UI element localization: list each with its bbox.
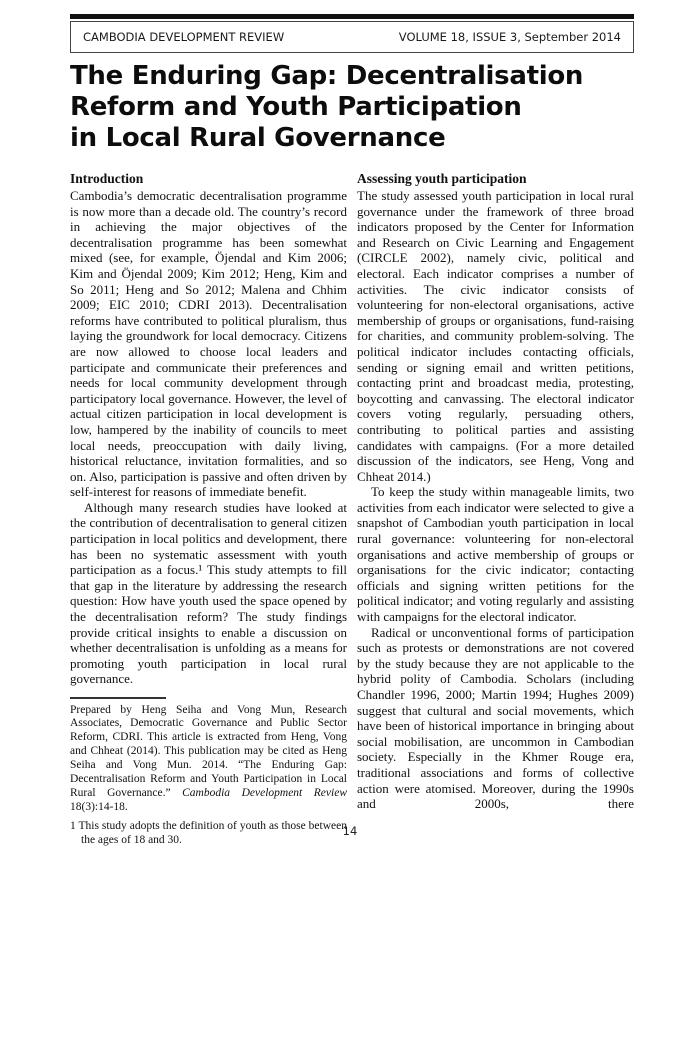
section-heading-assessing-youth-participation: Assessing youth participation (357, 171, 527, 186)
journal-issue: VOLUME 18, ISSUE 3, September 2014 (398, 30, 621, 44)
intro-paragraph-2: Although many research studies have looked at the contribution of decentralisation to general citizen participation in local politics and development, there has been no systematic assessment with youth participation as a focus.¹ This study attempts to fill that gap in the literature by addressing the research question: How have youth used the space opened by the decentralisation reform? The study findings provide critical insights to enable a discussion on whether decentralisation is unfolding as a means for promoting youth participation in local rural governance. (70, 499, 347, 687)
footnote-attribution (70, 704, 347, 815)
footnote-attribution-text: Prepared by Heng Seiha and Vong Mun, Research Associates, Democratic Governance and Public Sector Reform, CDRI. This article is extracted from Heng, Vong and Chheat (2014). This publication may be cited as Heng Seiha and Vong Mun. 2014. “The Enduring Gap: Decentralisation Reform and Youth Participation in Local Rural Governance.” (70, 703, 347, 799)
footnote-attribution-pages: 18(3):14-18. (70, 800, 128, 813)
page-number: 14 (342, 824, 358, 838)
journal-header-box (70, 21, 634, 53)
intro-paragraph-1: Cambodia’s democratic decentralisation programme is now more than a decade old. The country’s record in achieving the major objectives of the decentralisation programme has been somewhat mixed (see, for example, Öjendal and Kim 2006; Kim and Öjendal 2009; Kim 2012; Heng, Kim and So 2011; Heng and So 2012; Malena and Chhim 2009; EIC 2010; CDRI 2013). Decentralisation reforms have contributed to political pluralism, thus laying the groundwork for local democracy. Citizens are now allowed to choose local leaders and participate and communicate their preferences and needs for local community development through participatory local governance. However, the level of actual citizen participation in local development is low, hampered by the inability of councils to meet local needs, preoccupation with daily living, historical reluctance, invitation formalities, and so on. Also, participation is passive and often driven by self-interest for reasons of immediate benefit. (70, 188, 347, 500)
article-body (70, 171, 634, 848)
header-top-rule (70, 14, 634, 19)
right-column (357, 171, 634, 848)
footnote-journal-title-italic: Cambodia Development Review (182, 786, 347, 799)
article-title-line-3: in Local Rural Governance (70, 123, 446, 153)
assessing-paragraph-2: To keep the study within manageable limits, two activities from each indicator were selected to give a snapshot of Cambodian youth participation in local rural governance: volunteering for non-electoral organisations and active membership of groups or organisations for the civic indicator; contacting officials and signing written petitions for the political indicator; and voting regularly and assisting with campaigns for the electoral indicator. (357, 484, 634, 625)
page-header (70, 14, 634, 53)
left-column (70, 171, 347, 848)
section-heading-introduction: Introduction (70, 171, 144, 186)
article-title-line-2: Reform and Youth Participation (70, 92, 522, 122)
journal-name: CAMBODIA DEVELOPMENT REVIEW (83, 30, 285, 44)
assessing-paragraph-1: The study assessed youth participation in local rural governance under the framework of three broad indicators proposed by the Center for Information and Research on Civic Learning and Engagement (CIRCLE 2002), namely civic, political and electoral. Each indicator comprises a number of activities. The civic indicator consists of volunteering for non-electoral organisations, active membership of groups or organisations, fund-raising for charities, and community problem-solving. The political indicator includes contacting officials, sending or signing email and written petitions, contacting print and broadcast media, protesting, boycotting and canvassing. The electoral indicator covers voting regularly, persuading others, contributing to political parties and assisting candidates with campaigns. (For a more detailed discussion of the indicators, see Heng, Vong and Chheat 2014.) (357, 188, 634, 484)
assessing-paragraph-3: Radical or unconventional forms of participation such as protests or demonstrations are not covered by the study because they are not applicable to the hybrid polity of Cambodia. Scholars (including Chandler 1996, 2000; Martin 1994; Hughes 2009) suggest that cultural and social movements, which have been of historical importance in bringing about social mobilisation, are uncommon in Cambodian society. Especially in the Khmer Rouge era, traditional associations and forms of collective action were atomised. Moreover, during the 1990s and 2000s, there (357, 624, 634, 812)
article-title-line-1: The Enduring Gap: Decentralisation (70, 61, 584, 91)
footnote-1: 1 This study adopts the definition of youth as those between the ages of 18 and 30. (70, 819, 347, 846)
article-title (70, 61, 634, 154)
footnote-separator (70, 697, 166, 699)
